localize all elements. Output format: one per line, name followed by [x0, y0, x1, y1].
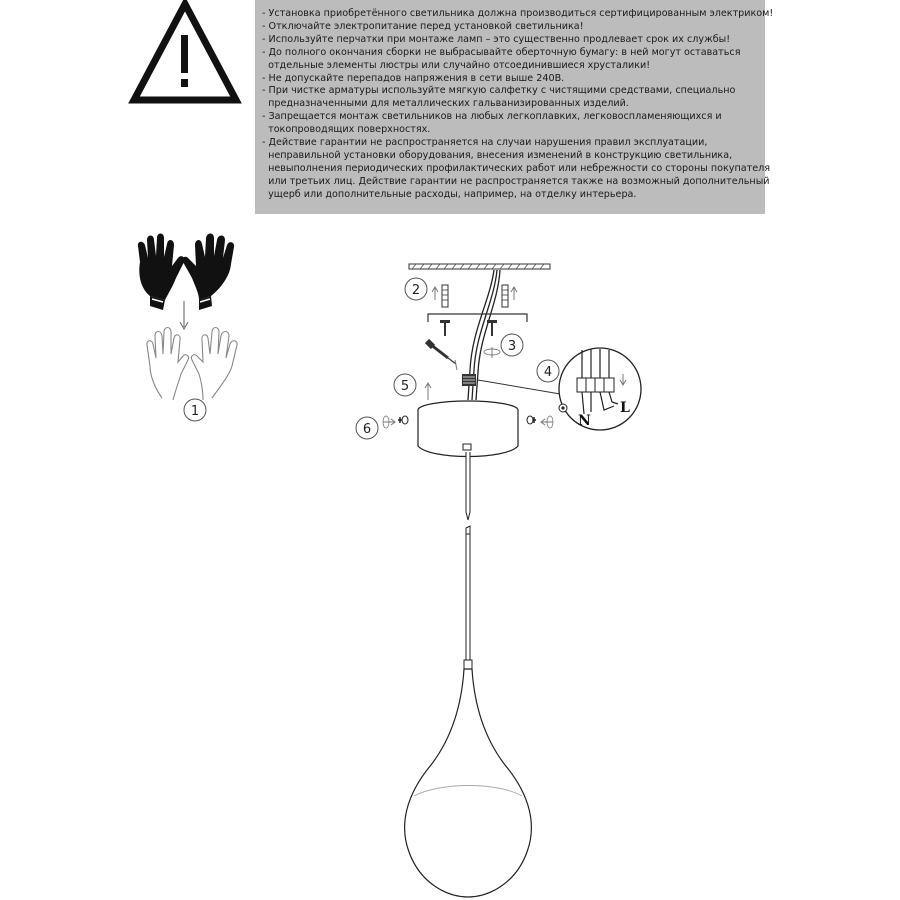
warning-line: - Установка приобретённого светильника должна производиться сертифицированным электриком! [262, 8, 774, 19]
step-2-badge [405, 278, 427, 300]
warning-line: отдельные элементы люстры или случайно отсоединившиеся хрусталики! [262, 59, 651, 71]
warning-line: предназначенными для металлических гальванизированных изделий. [262, 98, 629, 110]
step-4-label: 4 [543, 365, 553, 380]
warning-line: - Отключайте электропитание перед установкой светильника! [262, 20, 584, 32]
screw-icon [440, 320, 497, 336]
arrow-up-icon [425, 383, 431, 400]
wall-plug-icon [432, 285, 517, 307]
suspension-cable [464, 526, 472, 669]
step-6-label: 6 [362, 422, 372, 437]
suspension-rod-upper [466, 452, 470, 520]
step-5-label: 5 [400, 379, 410, 394]
warning-line: - Запрещается монтаж светильников на любых легкоплавких, легковоспламеняющихся и [262, 111, 722, 123]
gloves-icon [138, 234, 234, 311]
hands-icon [147, 328, 237, 401]
warning-line: - Используйте перчатки при монтаже ламп – это существенно продлевает срок их службы! [262, 33, 731, 45]
glass-shade [405, 669, 532, 897]
warning-line: или третьих лиц. Действие гарантии не распространяется также на возможный дополнительный [262, 175, 770, 187]
warning-triangle-icon [134, 4, 236, 100]
live-terminal-label: L [620, 400, 630, 416]
rotate-arrow-icon [484, 347, 500, 358]
neutral-terminal-label: N [578, 413, 591, 429]
step-6-badge [356, 417, 378, 439]
warning-line: токопроводящих поверхностях. [262, 124, 431, 136]
arrow-down-icon [180, 301, 188, 329]
step-5-badge [394, 374, 416, 396]
detail-leader [478, 380, 572, 396]
canopy [418, 401, 518, 457]
warning-line: неправильной установки оборудования, внесения изменений в конструкцию светильника, [262, 149, 733, 161]
warning-line: ущерб или дополнительные расходы, например, на отделку интерьера. [262, 188, 637, 200]
step-4-badge [537, 360, 559, 382]
step-1-label: 1 [190, 404, 200, 419]
warning-line: - До полного окончания сборки не выбрасывайте оберточную бумагу: в ней могут оставаться [262, 46, 741, 58]
wiring-detail [559, 348, 641, 430]
step-2-label: 2 [411, 283, 421, 298]
terminal-block-icon [462, 374, 476, 386]
step-3-badge [501, 334, 523, 356]
warning-line: невыполнения периодических профилактических работ или небрежности со стороны покупателя [262, 162, 771, 174]
ground-icon [559, 404, 567, 412]
ceiling [409, 264, 550, 269]
screwdriver-icon [427, 341, 457, 370]
step-3-label: 3 [507, 339, 517, 354]
warning-line: - Действие гарантии не распространяется на случаи нарушения правил эксплуатации, [262, 137, 708, 149]
step-1-badge [184, 399, 206, 421]
warning-line: - При чистке арматуры используйте мягкую салфетку с чистящими средствами, специально [262, 85, 736, 97]
warning-line: - Не допускайте перепадов напряжения в сети выше 240В. [262, 72, 565, 84]
